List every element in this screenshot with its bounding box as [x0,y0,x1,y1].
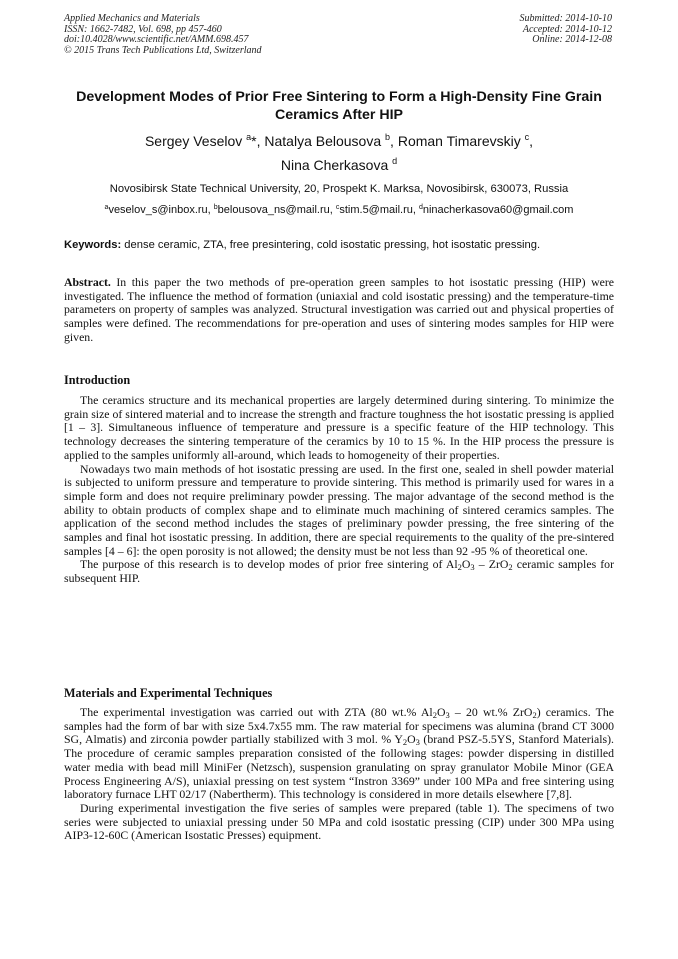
author-list [50,129,628,177]
corresponding-mark: *, [251,133,265,149]
email-mark: b [213,204,218,211]
authors-line-1 [50,129,628,153]
author-affil-mark: b [385,132,391,142]
journal-info [64,14,262,56]
paragraph: During experimental investigation the five series of samples were prepared (table 1). The specimens of two series were subjected to uniaxial pressing under 50 MPa and cold isostatic pressing (CIP) under 300 MPa using AIP3-12-60C (American Isostatic Presses) equipment. [64,800,614,843]
authors-line-2 [50,153,628,177]
keywords-text: dense ceramic, ZTA, free presintering, cold isostatic pressing, hot isostatic pressing. [121,239,541,251]
author-name: Sergey Veselov [144,133,247,149]
email-mark: a [104,204,109,211]
email-link[interactable]: veselov_s@inbox.ru, [108,204,214,216]
section-heading-introduction: Introduction [64,373,131,387]
paragraph: The experimental investigation was carried out with ZTA (80 wt.% $Al_2O_3 - 20$ wt.% ZrO$_2$) ceramics. The samples had the form of bar with size 5x4.7x55 mm. The raw material for specimens was alumina (brand CT 3000 SG, Almatis) and zirconia powder partially stabilized with 3 mol. % $Y_2O_3$ (brand PSZ-5.5YS, Stanford Materials). The procedure of ceramic samples preparation consisted of the following stages: powder dispersing in distilled water media with bead mill MiniFer (Netzsch), suspension granulating on spray granulator Mobile Minor (GEA Process Engineering A/S), uniaxial pressing on test system “Instron 3369” under 100 MPa and free sintering using laboratory furnace LHT 02/17 (Nabertherm). This technology is considered in more details elsewhere [7,8]. [64,705,614,802]
email-link[interactable]: ninacherkasova60@gmail.com [422,204,574,216]
journal-doi[interactable]: doi:10.4028/www.scientific.net/AMM.698.457 [64,34,249,46]
email-mark: c [335,204,340,211]
paragraph: The ceramics structure and its mechanical properties are largely determined during sintering. To minimize the grain size of sintered material and to increase the strength and fracture toughness the hot isostatic pressing is applied [1 – 3]. Simultaneous influence of temperature and pressure is a specific feature of the HIP technology. This technology decreases the sintering temperature of the ceramics by 10 to 15 %. In the HIP process the pressure is applied to the samples uniformly all-around, which leads to homogeneity of their properties. [64,393,614,462]
author-name: Natalya Belousova [264,133,386,149]
journal-copyright: © 2015 Trans Tech Publications Ltd, Switzerland [64,44,262,56]
author-name: Roman Timarevskiy [397,133,525,149]
email-link[interactable]: stim.5@mail.ru, [339,204,419,216]
author-separator: , [529,133,534,149]
online-date: Online: 2014-12-08 [532,34,612,46]
introduction-body [64,394,614,586]
materials-body [64,706,614,843]
paragraph: Nowadays two main methods of hot isostatic pressing are used. In the first one, sealed in shell powder material is subjected to uniform pressure and temperature to provide sintering. This method is primarily used for wares in a simple form and does not require preliminary powder pressing. The major advantage of the second method is the ability to obtain products of complex shape and to eliminate much machining of sintered ceramics samples. The application of the second method includes the stages of preliminary powder pressing, the free sintering of the samples and final hot isostatic pressing. In addition, there are special requirements to the quality of the pre-sintered samples [4 – 6]: the open porosity is not allowed; the density must be not less than 92 -95 % of theoretical one. [64,461,614,558]
submitted-date: Submitted: 2014-10-10 [519,13,612,24]
keywords [64,238,624,252]
email-link[interactable]: belousova_ns@mail.ru, [217,204,336,216]
paragraph: The purpose of this research is to develop modes of prior free sintering of $Al_2O_3 - ZrO_2$ ceramic samples for subsequent HIP. [64,557,615,586]
abstract-text: In this paper the two methods of pre-operation green samples to hot isostatic pressing (HIP) were investigated. The influence the method of formation (uniaxial and cold isostatic pressing) and the temperature-time parameters on property of samples was analyzed. Structural investigation was carried out and physical properties of samples were defined. The recommendations for pre-operation and uses of sintering modes samples for HIP were given. [64,275,614,344]
author-emails [50,203,628,217]
author-affil-mark: d [392,156,398,166]
paper-title: Development Modes of Prior Free Sintering to Form a High-Density Fine Grain Ceramics After HIP [76,89,602,123]
affiliation: Novosibirsk State Technical University, 20, Prospekt K. Marksa, Novosibirsk, 630073, Russia [109,183,569,195]
author-affil-mark: c [524,132,530,142]
author-name: Nina Cherkasova [280,157,393,173]
email-mark: d [418,204,423,211]
journal-name: Applied Mechanics and Materials [64,13,200,24]
section-heading-materials: Materials and Experimental Techniques [64,686,273,700]
submission-dates [520,14,613,46]
author-affil-mark: a [246,132,252,142]
author-separator: , [390,133,398,149]
keywords-label: Keywords: [64,239,122,251]
accepted-date: Accepted: 2014-10-12 [522,23,612,35]
journal-issn: ISSN: 1662-7482, Vol. 698, pp 457-460 [64,23,222,35]
abstract-label: Abstract. [64,275,111,289]
abstract [64,276,614,345]
